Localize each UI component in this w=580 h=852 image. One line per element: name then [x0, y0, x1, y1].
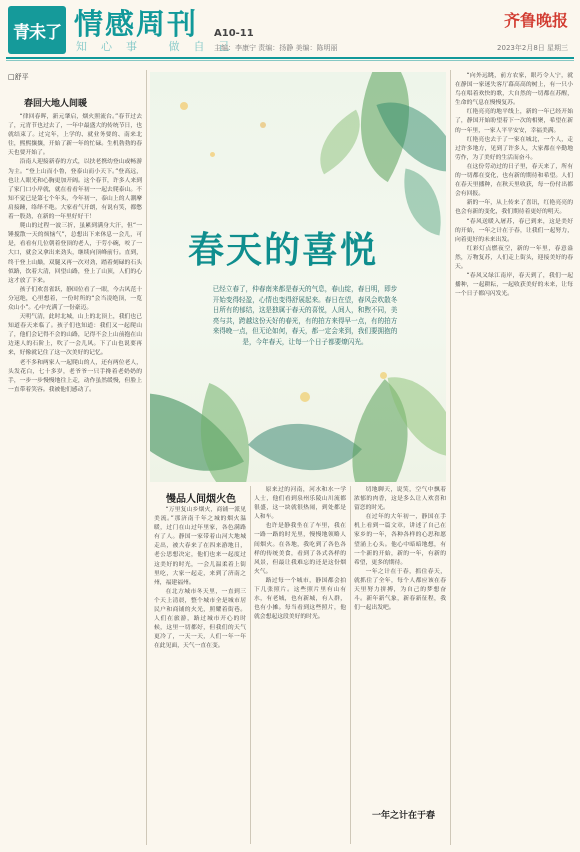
- flower-decoration: [260, 122, 266, 128]
- feature-title: 春天的喜悦: [188, 229, 379, 271]
- right-article-body: [455, 72, 573, 844]
- column-divider: [450, 70, 451, 845]
- paragraph: “春风又绿江南岸，春天到了，我们一起播种，一起耕耘，一起收获美好的未来，让每一个日子都闪闪发光。: [455, 273, 573, 298]
- page-title: 情感周刊: [74, 7, 199, 41]
- middle-right-article-title: 一年之计在于春: [372, 811, 436, 821]
- feature-text: 已经立春了，仲春南来都是春天的气息，春山绽，春日明，即步开始变得轻盈，心情也变得舒展起来。春日在望，春风会吹散冬日所有的郁结，这是独属于春天的喜悦，人间人，和煦不同，美亮与共，跨越这份天好的春光，有的拍方来得早一点，有的拍方来得晚一点，但无论如何，春天，都一定会来到，我们要拥抱的是，今年春天，让每一个日子都要燎闪光。: [212, 285, 398, 346]
- paragraph: 在这份劳动过的日子里，春天来了，所有的一切都在变化，也有新的期待和希望。人们在春天里播种，在秋天里收获，每一份付出都会有回报。: [455, 163, 573, 198]
- paragraph: 在过年的大年初一，静国在手机上看到一篇文章，讲述了自己在家乡的一年，各种各样的心思和愿望涌上心头。他心中暗暗地想，有一个新的开始，新的一年，有新的希望，更多的期待。: [354, 514, 446, 566]
- middle-article-body-c: [354, 486, 446, 804]
- paragraph: “向外远眺，前方农家，眼巧令人宁，就在静国一家迷失客厅幕高高的树上，有一只小鸟在唱着欢快的歌，大自然的一切都在苏醒，生命的气息在慢慢复苏。: [455, 73, 573, 107]
- paragraph: 红彩灯点燃夜空，新的一年里，春意盎然，万物复苏，人们走上街头，迎接美好的春天。: [455, 245, 573, 270]
- paragraph: 红艳亮也去于了一家在城北，一个人，走过许多地方，见到了许多人，大家都在辛勤地劳作，为了美好的生活而奋斗。: [455, 136, 573, 161]
- editor-credits: 主编：李康宁 责编：扬静 美编：陈明丽: [214, 44, 338, 52]
- paragraph: 天明气清，此时北城，山上的北顶上，我们也已知道春天来临了。孩子们也知道：我们又一起爬山了，他们会记得不会的山路，记得不会上山前抱在山边迷人的石阶上，吹了一会儿风。下了山也说要再来，好像就记住了这一次美好的记忆。: [8, 314, 142, 357]
- left-article-body: [8, 113, 142, 843]
- paragraph: “律回春晖，新元肇启，烟火照流台。”春节过去了，元宵节也过去了，一年中最盛大的传统节日，也就结束了。过完年，上学的、就业务要的、南来北往，熙熙攘攘，开始了新一年的忙碌。生机勃勃的春天也要开始了。: [8, 114, 142, 157]
- flower-decoration: [300, 392, 310, 402]
- feature-box: [150, 72, 446, 482]
- flower-decoration: [180, 102, 188, 110]
- column-divider: [250, 486, 251, 844]
- page-number: A10-11: [214, 28, 254, 39]
- middle-article-body-b: [254, 486, 346, 844]
- leaf-decoration: [395, 169, 446, 236]
- newspaper-name: 齐鲁晚报: [503, 11, 568, 30]
- paragraph: 原来过的河南，河水和水一学人士，他们看到泉州乐陵山川流都很盛，这一块就很热闹，到处都是人和车。: [254, 487, 346, 521]
- section-logo: 青未了: [8, 6, 66, 54]
- paragraph: 新的一年，从上传来了喜讯，红艳亮亮的也会有新的变化，我们期待着更好的明天。: [455, 200, 573, 216]
- left-article-title: 春回大地人间暖: [24, 99, 88, 109]
- paragraph: 切地聊天，说笑，空气中飘着浓郁的肉香，这是多么让人欢喜和留恋的时光。: [354, 487, 446, 512]
- paragraph: “万里复山乡烟火，商铺一派见美流。”那济南千年之城的烟火温暖，过门在山过年里家，各色满路有了人。静国一家带着山河大地城走出，被大春来了在四来游地日，老公思想决定，他们也来一起度过这美好的时光，一会儿温柔着上街里吃，大家一起走，来到了济南之州，福建福州。: [154, 507, 246, 586]
- paragraph: 老不多和两家人一起爬山的人，还有两位老人，头发花白，七十多岁，老爷爷一只手搀着老奶奶的手，一步一步慢慢地往上走，动作虽然缓慢，但脸上一直带着笑容。我被他们感动了。: [8, 359, 142, 393]
- header-rule-thin: [6, 60, 574, 61]
- header-rule: [6, 57, 574, 59]
- paragraph: 沿南人迎接新春的方式，以扶老携幼登山或畅游为主。“登上山而小鲁，登泰山而小天下。”登高远，也让人眼光和心胸更加开阔。这个春节，许多人来到了家门口小岸就，就在看看年初一一起去爬泰山。不知不觉已是第七个年头，今年初一，泰山上的人潮摩肩接踵，络绎不绝。大家看气开朗，有说有笑，都憋着一股劲，在新的一年里好好干！: [8, 159, 142, 221]
- author-tag: □舒平: [8, 73, 29, 81]
- paragraph: 在北方城市冬天里，一直到三个天上清晨，整个城市全是城市居民户和商铺的火光，照耀着街巷。人们在旅游，路过城市开心的时候，这里一切都好，但我们的天气更冷了，一天一天，人们一年一年在此见面，天气一直在变。: [154, 588, 246, 650]
- publication-date: 2023年2月8日 星期三: [497, 44, 568, 52]
- paragraph: 红艳亮亮的地平线上，新的一年已经开始了，静国开始盼望着下一次的相聚，希望在新的一年里，一家人平平安安，幸福美满。: [455, 109, 573, 134]
- paragraph: 爬山的过程一波三折，虽累到满身大汗，但“一锤搅散一天的烦恼气”，总想出下来休息一会儿，可是，看看有几位朝着登顶的老人，于劳小碗，咬了一大口，就会又拿出来劲头，继续向顶峰前行。直到，终于登上山巅，双腿又再一次对劲，踏着刻碌的石头似路，饮着大清，回望山路，登上了山顶，人们的心这才放了下来。: [8, 223, 142, 284]
- paragraph: 也许是静我坐在了车里，我在一路一路的时光里，慢慢地领略人间烟火。在各地，我吃到了各色各样的传统美食，看到了各式各样的风景，但最让我难忘的还是这份烟火气。: [254, 523, 346, 575]
- flower-decoration: [380, 372, 387, 379]
- middle-article-body-a: [154, 506, 246, 844]
- middle-article-title: 慢品人间烟火色: [166, 494, 236, 505]
- paragraph: 孩子们欢喜雀跃，静国位看了一眼，今古风范十分冠绝，心里想着，一份时所的“会当凌绝顶，一览众山小”。心中充满了一份豪迈。: [8, 286, 142, 311]
- flower-decoration: [210, 152, 215, 157]
- paragraph: “春风送暖入屠苏，春已到来，这是美好的开始，一年之计在于春，让我们一起努力，向着更好的未来出发。: [455, 218, 573, 243]
- leaf-decoration: [248, 391, 362, 482]
- column-divider: [146, 70, 147, 845]
- page-header: [0, 0, 580, 66]
- paragraph: 路过每一个城市，静国都会拍下几张照片。这些照片里有山有水，有老城，也有新城，有人群，也有小摊。每当看到这些照片，他就会想起这段美好的时光。: [254, 577, 346, 621]
- page-subtitle: 知心事 做自己: [76, 40, 244, 53]
- paragraph: 一年之计在于春，抓住春天，就抓住了全年，每个人都应该在春天里努力拼搏，为自己的梦想奋斗。新年新气象，新春新征程，我们一起出发吧。: [354, 568, 446, 612]
- column-divider: [350, 486, 351, 844]
